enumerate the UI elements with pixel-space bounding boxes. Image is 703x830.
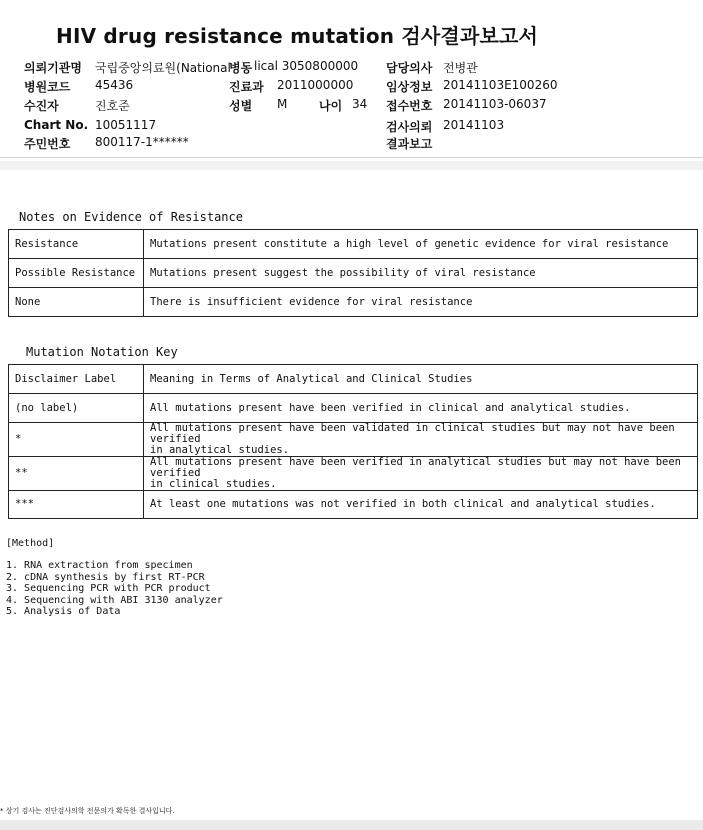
method-step: 2. cDNA synthesis by first RT-PCR xyxy=(6,571,205,583)
notation-meaning-line: All mutations present have been verified in analytical studies but may not have been verified xyxy=(150,456,682,479)
doctor-value: 전병관 xyxy=(443,61,478,75)
resident-number-label: 주민번호 xyxy=(24,137,71,151)
table-row xyxy=(9,230,698,259)
sex-label: 성별 xyxy=(229,99,253,113)
method-step: 5. Analysis of Data xyxy=(6,606,121,617)
footer-note: * 상기 검사는 진단검사의학 전문의가 확독한 결사입니다. xyxy=(0,807,175,815)
notation-meaning xyxy=(144,457,698,491)
institution-label: 의뢰기관명 xyxy=(24,61,82,75)
table-row xyxy=(9,365,698,394)
method-title: [Method] xyxy=(6,538,55,549)
evidence-description: There is insufficient evidence for viral resistance xyxy=(144,288,698,317)
notation-meaning-line: in analytical studies. xyxy=(150,444,290,456)
notation-meaning xyxy=(144,423,698,457)
notation-table xyxy=(8,364,698,519)
notation-meaning-line: in clinical studies. xyxy=(150,478,277,490)
table-row xyxy=(9,491,698,519)
method-step: 4. Sequencing with ABI 3130 analyzer xyxy=(6,594,223,606)
method-step: 3. Sequencing PCR with PCR product xyxy=(6,583,211,594)
receipt-number-value: 20141103-06037 xyxy=(443,97,547,111)
doctor-label: 담당의사 xyxy=(386,61,433,75)
chart-number-label: Chart No. xyxy=(24,118,89,132)
evidence-table xyxy=(8,229,698,317)
notation-meaning xyxy=(144,394,698,423)
notation-meaning-line: All mutations present have been verified in clinical and analytical studies. xyxy=(150,401,631,414)
table-row xyxy=(9,423,698,457)
resident-number-value: 800117-1****** xyxy=(95,135,189,149)
evidence-section-title: Notes on Evidence of Resistance xyxy=(19,210,243,224)
chart-number-value: 10051117 xyxy=(95,118,157,132)
notation-meaning-line: All mutations present have been validated in clinical studies but may not have been verified xyxy=(150,422,675,445)
notation-label: * xyxy=(9,423,144,457)
age-label: 나이 xyxy=(319,99,343,113)
evidence-description: Mutations present constitute a high level of genetic evidence for viral resistance xyxy=(144,230,698,259)
institution-value: 국립중앙의료원(National xyxy=(95,61,231,75)
department-label: 진료과 xyxy=(229,80,264,94)
notation-label: Disclaimer Label xyxy=(9,365,144,394)
report-date-label: 결과보고 xyxy=(386,137,433,151)
notation-meaning xyxy=(144,365,698,394)
hospital-code-value: 45436 xyxy=(95,78,134,92)
header-divider xyxy=(0,157,703,158)
notation-meaning xyxy=(144,491,698,519)
footer-band xyxy=(0,820,703,830)
notation-label: (no label) xyxy=(9,394,144,423)
patient-value: 진호준 xyxy=(95,99,130,113)
request-date-value: 20141103 xyxy=(443,118,505,132)
clinical-info-value: 20141103E100260 xyxy=(443,78,558,92)
evidence-label: Possible Resistance xyxy=(9,259,144,288)
request-date-label: 검사의뢰 xyxy=(386,120,433,134)
table-row xyxy=(9,259,698,288)
notation-label: ** xyxy=(9,457,144,491)
evidence-label: None xyxy=(9,288,144,317)
notation-meaning-line: Meaning in Terms of Analytical and Clinical Studies xyxy=(150,372,473,385)
ward-label: 병동 xyxy=(229,61,253,75)
notation-meaning-line: At least one mutations was not verified in both clinical and analytical studies. xyxy=(150,498,656,510)
notation-section-title: Mutation Notation Key xyxy=(26,345,178,359)
department-value: 2011000000 xyxy=(277,78,354,92)
age-value: 34 xyxy=(352,97,368,111)
patient-label: 수진자 xyxy=(24,99,59,113)
report-title: HIV drug resistance mutation 검사결과보고서 xyxy=(56,24,539,48)
receipt-number-label: 접수번호 xyxy=(386,99,433,113)
table-row xyxy=(9,457,698,491)
header-band xyxy=(0,161,703,170)
table-row xyxy=(9,394,698,423)
evidence-label: Resistance xyxy=(9,230,144,259)
evidence-description: Mutations present suggest the possibility of viral resistance xyxy=(144,259,698,288)
hospital-code-label: 병원코드 xyxy=(24,80,71,94)
table-row xyxy=(9,288,698,317)
ward-value: lical 3050800000 xyxy=(254,59,359,73)
notation-label: *** xyxy=(9,491,144,519)
clinical-info-label: 임상정보 xyxy=(386,80,433,94)
sex-value: M xyxy=(277,97,288,111)
method-step: 1. RNA extraction from specimen xyxy=(6,560,193,571)
